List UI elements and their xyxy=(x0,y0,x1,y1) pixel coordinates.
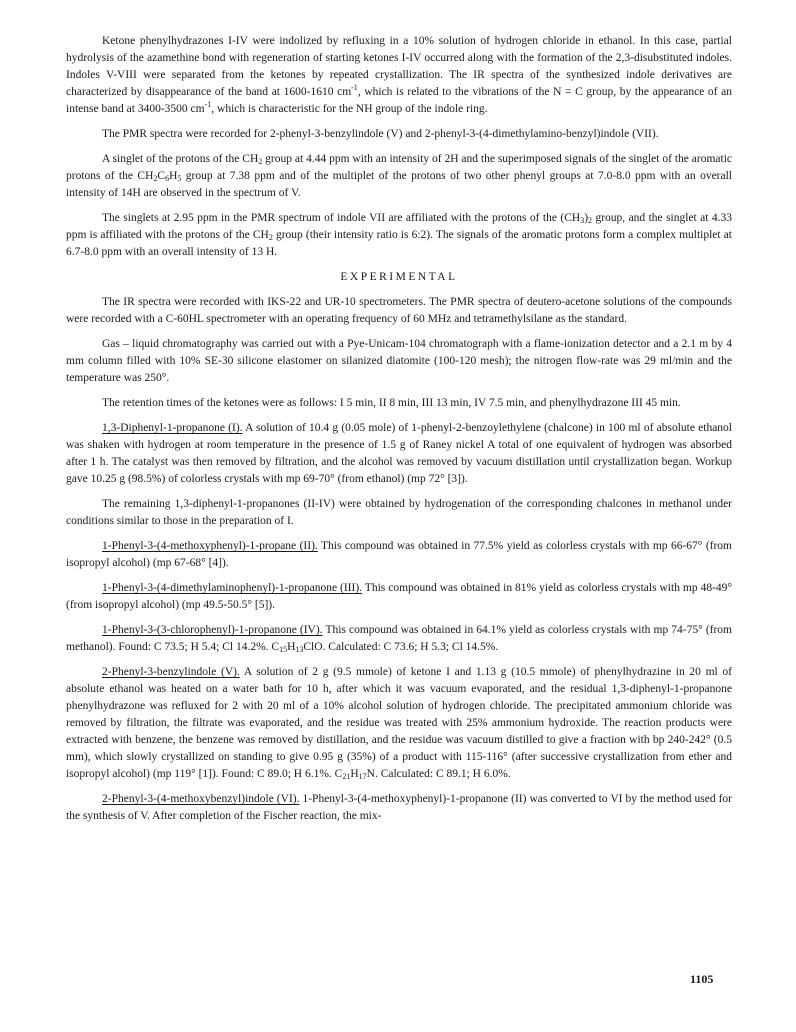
text-run: H xyxy=(350,768,359,780)
paragraph-chromatography: Gas – liquid chromatography was carried out with a Pye-Unicam-104 chromatograph with a flame-ionization detector and a 2.1 m by 4 mm column filled with 10% SE-30 silicone elastomer on silanized diatomite (100-120 mesh); the nitrogen flow-rate was 29 ml/min and the temperature was 250°. xyxy=(66,338,732,384)
text-run: The singlets at 2.95 ppm in the PMR spectrum of indole VII are affiliated with the protons of the (CH xyxy=(102,212,581,224)
subscript: 2 xyxy=(588,216,593,225)
text-run: C xyxy=(157,170,166,182)
paragraph-compound-vi xyxy=(66,791,732,825)
text-run: group at 7.38 ppm and of the multiplet of the protons of two other phenyl groups at 7.0-8.0 ppm with an overall intensity of 14H are observed in the spectrum of V. xyxy=(66,170,732,199)
body-text xyxy=(66,33,732,833)
subscript: 6 xyxy=(165,174,170,183)
paragraph-compound-v xyxy=(66,664,732,783)
paragraph-indolization xyxy=(66,33,732,118)
compound-title: 2-Phenyl-3-(4-methoxybenzyl)indole (VI). xyxy=(102,793,300,805)
subscript: 2 xyxy=(268,233,273,242)
compound-title: 2-Phenyl-3-benzylindole (V). xyxy=(102,666,240,678)
page-number: 1105 xyxy=(690,972,714,986)
text-run: H xyxy=(169,170,178,182)
superscript: -1 xyxy=(204,100,212,109)
paragraph-remaining-propanones: The remaining 1,3-diphenyl-1-propanones (II-IV) were obtained by hydrogenation of the corresponding chalcones in methanol under conditions similar to those in the preparation of I. xyxy=(66,498,732,527)
paragraph-compound-ii xyxy=(66,538,732,572)
subscript: 13 xyxy=(295,645,304,654)
text-run: ClO. Calculated: C 73.6; H 5.3; Cl 14.5%. xyxy=(303,641,499,653)
compound-title: 1,3-Diphenyl-1-propanone (I). xyxy=(102,422,243,434)
compound-title: 1-Phenyl-3-(3-chlorophenyl)-1-propanone (IV). xyxy=(102,624,323,636)
paragraph-compound-iv xyxy=(66,622,732,656)
text-run: ) xyxy=(584,212,589,224)
paragraph-pmr-v xyxy=(66,151,732,202)
paragraph-instruments: The IR spectra were recorded with IKS-22 and UR-10 spectrometers. The PMR spectra of deutero-acetone solutions of the compounds were recorded with a C-60HL spectrometer with an operating frequency of 60 MHz and tetramethylsilane as the standard. xyxy=(66,296,732,325)
section-heading-experimental: EXPERIMENTAL xyxy=(340,271,458,283)
superscript: -1 xyxy=(351,83,358,92)
paragraph-pmr-intro: The PMR spectra were recorded for 2-phenyl-3-benzylindole (V) and 2-phenyl-3-(4-dimethylamino-benzyl)indole (VII). xyxy=(102,128,659,140)
text-run: 1-Phenyl-3-(4-methoxyphenyl)-1-propanone (II) was converted to VI by the method used for the synthesis of V. After completion of the Fischer reaction, the mix- xyxy=(66,793,733,822)
text-run: , which is characteristic for the NH group of the indole ring. xyxy=(211,103,488,115)
text-run: A solution of 10.4 g (0.05 mole) of 1-phenyl-2-benzoylethylene (chalcone) in 100 ml of absolute ethanol was shaken with hydrogen at room temperature in the presence of 1.5 g of Raney nickel A total of one equivalent of hydrogen was absorbed after 1 h. The catalyst was then removed by filtration, and the alcohol was removed by vacuum distillation until crystallization began. Workup gave 10.25 g (98.5%) of colorless crystals with mp 69-70° (from ethanol) (mp 72° [3]). xyxy=(66,422,732,485)
text-run: , which is related to the vibrations of the N = C group, by the appearance of an intense band at 3400-3500 cm xyxy=(66,86,732,115)
compound-title: 1-Phenyl-3-(4-methoxyphenyl)-1-propane (II). xyxy=(102,540,318,552)
subscript: 5 xyxy=(177,174,182,183)
subscript: 3 xyxy=(580,216,585,225)
paragraph-compound-i xyxy=(66,420,732,488)
text-run: A singlet of the protons of the CH xyxy=(102,153,259,165)
subscript: 2 xyxy=(153,174,158,183)
paragraph-pmr-vii xyxy=(66,210,732,261)
text-run: This compound was obtained in 64.1% yield as colorless crystals with mp 74-75° (from methanol). Found: C 73.5; H 5.4; Cl 14.2%. C xyxy=(66,624,732,653)
text-run: group at 4.44 ppm with an intensity of 2H and the superimposed signals of the singlet of the aromatic protons of the CH xyxy=(66,153,732,182)
text-run: H xyxy=(287,641,296,653)
compound-title: 1-Phenyl-3-(4-dimethylaminophenyl)-1-propanone (III). xyxy=(102,582,363,594)
subscript: 2 xyxy=(258,157,263,166)
text-run: Ketone phenylhydrazones I-IV were indolized by refluxing in a 10% solution of hydrogen chloride in ethanol. In this case, partial hydrolysis of the azamethine bond with regeneration of starting ketones I-IV occurred along with the formation of the 2,3-disubstituted indoles. Indoles V-VIII were separated from the ketones by repeated crystallization. The IR spectra of the synthesized indole derivatives are characterized by disappearance of the band at 1600-1610 cm xyxy=(66,35,732,98)
text-run: This compound was obtained in 77.5% yield as colorless crystals with mp 66-67° (from isopropyl alcohol) (mp 67-68° [4]). xyxy=(66,540,733,569)
subscript: 21 xyxy=(342,772,351,781)
paragraph-retention-times: The retention times of the ketones were as follows: I 5 min, II 8 min, III 13 min, IV 7.5 min, and phenylhydrazone III 45 min. xyxy=(102,397,681,409)
text-run: This compound was obtained in 81% yield as colorless crystals with mp 48-49° (from isopropyl alcohol) (mp 49.5-50.5° [5]). xyxy=(66,582,732,611)
text-run: A solution of 2 g (9.5 mmole) of ketone I and 1.13 g (10.5 mmole) of phenylhydrazine in 20 ml of absolute ethanol was heated on a water bath for 10 h, after which it was vacuum evaporated, and the residual 1,3-diphenyl-1-propanone phenylhydrazone was refluxed for 2 with 20 ml of a 10% alcohol solution of hydrogen chloride. The precipitated ammonium chloride was removed by filtration, the filtrate was evaporated, and the residue was treated with 25% ammonium hydroxide. The reaction products were extracted with benzene, the benzene was removed by distillation, and the residue was vacuum distilled to give a fraction with bp 240-242° (0.5 mm), which slowly crystallized on standing to give 0.95 g (35%) of a product with 115-116° (after successive crystallization from ether and isopropyl alcohol) (mp 119° [1]). Found: C 89.0; H 6.1%. C xyxy=(66,666,733,780)
text-run: N. Calculated: C 89.1; H 6.0%. xyxy=(366,768,511,780)
subscript: 17 xyxy=(358,772,367,781)
paragraph-compound-iii xyxy=(66,580,732,614)
subscript: 15 xyxy=(279,645,288,654)
text-run: group, and the singlet at 4.33 ppm is affiliated with the protons of the CH xyxy=(66,212,733,241)
text-run: group (their intensity ratio is 6:2). The signals of the aromatic protons form a complex multiplet at 6.7-8.0 ppm with an overall intensity of 13 H. xyxy=(66,229,732,258)
